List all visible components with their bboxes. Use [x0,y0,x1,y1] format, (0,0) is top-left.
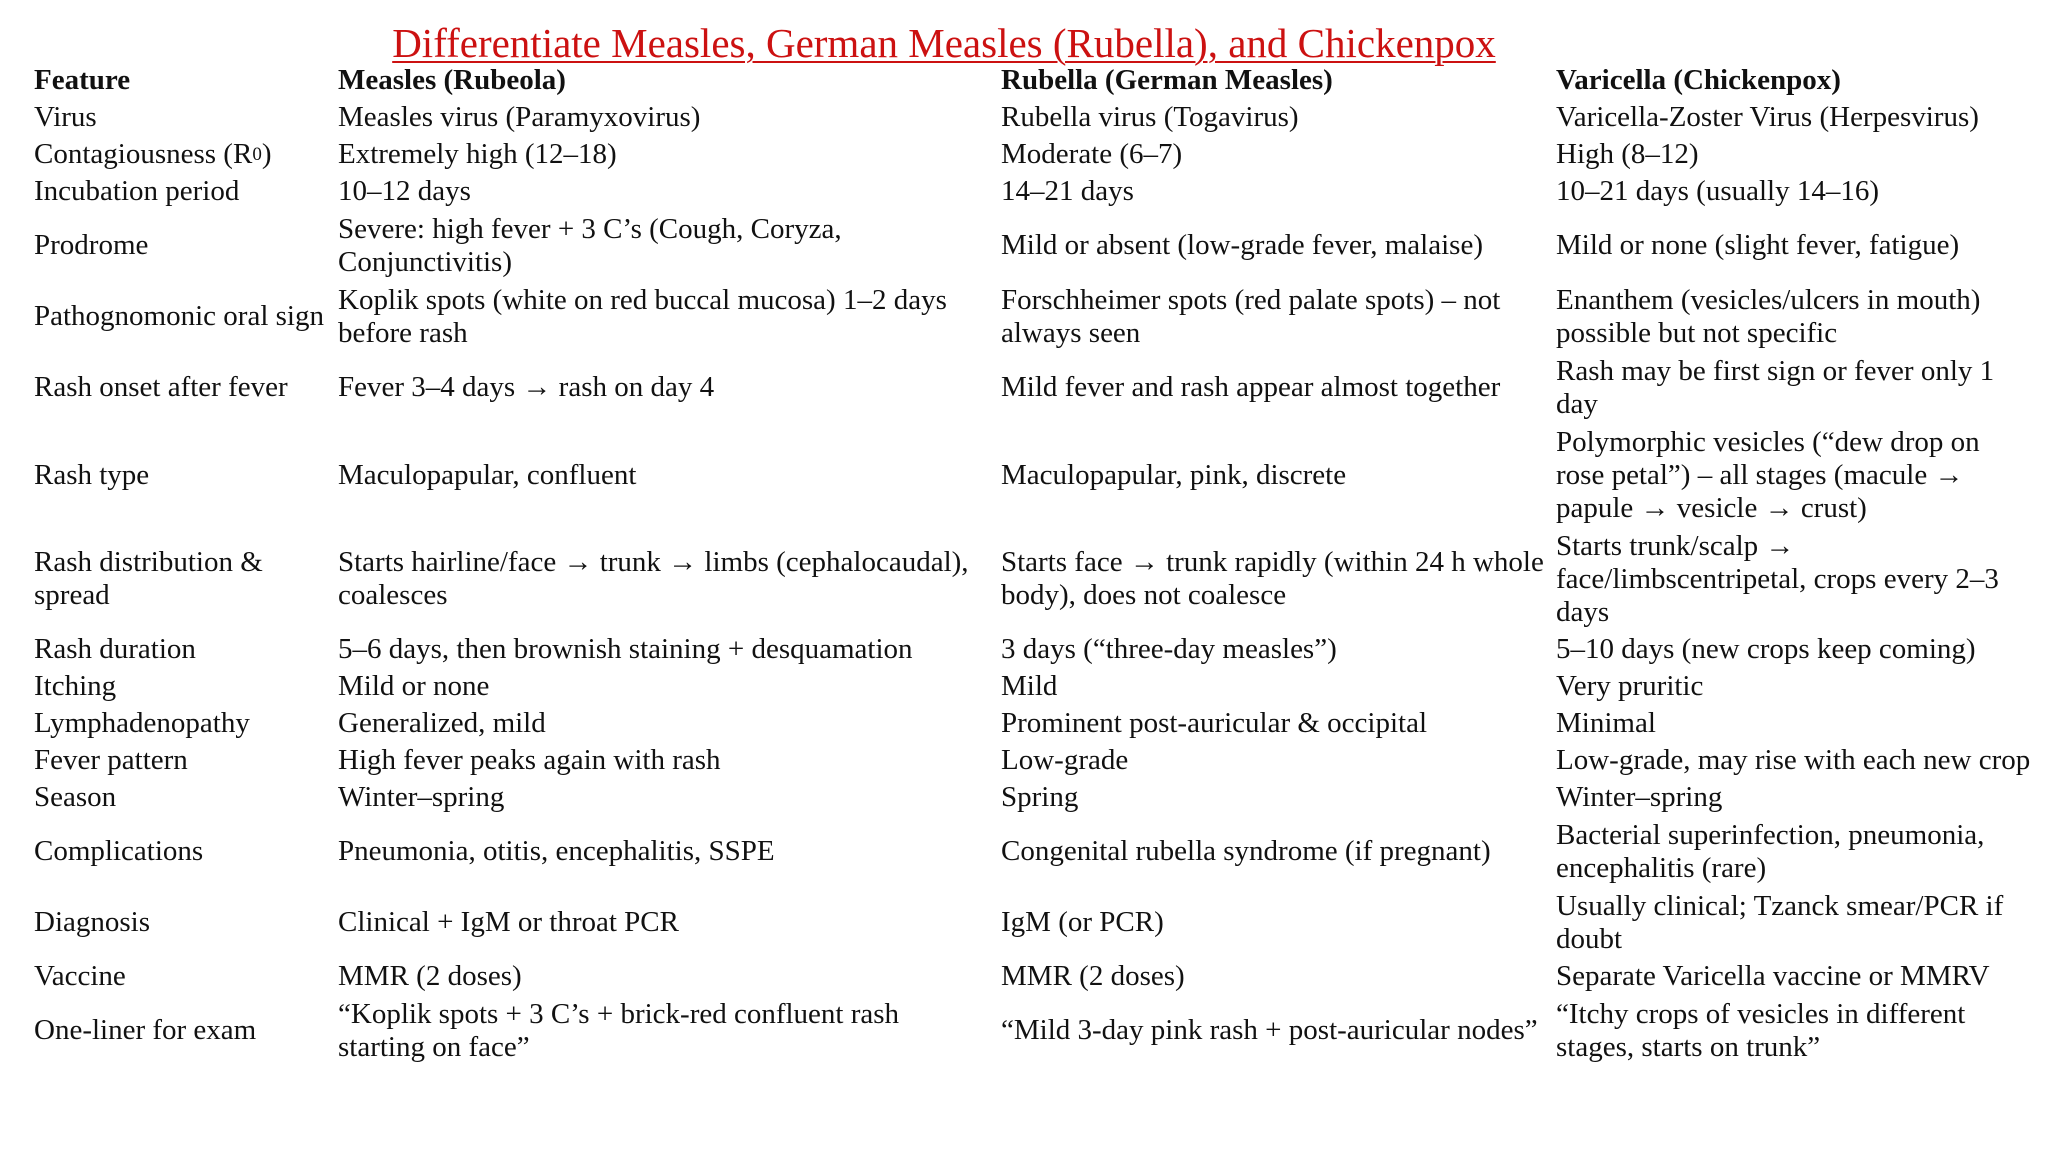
rubella-cell: 14–21 days [1001,175,1134,207]
varicella-cell: Bacterial superinfection, pneumonia, encephalitis (rare) [1556,818,1985,884]
feature-label: Fever pattern [34,744,188,776]
measles-cell: Koplik spots (white on red buccal mucosa) 1–2 days before rash [338,283,947,349]
measles-cell: Severe: high fever + 3 C’s (Cough, Coryza, Conjunctivitis) [338,212,842,278]
varicella-cell: Rash may be first sign or fever only 1 day [1556,354,1995,420]
feature-label: One-liner for exam [34,1014,257,1046]
rubella-cell: Mild fever and rash appear almost together [1001,371,1501,403]
feature-label: Diagnosis [34,906,150,938]
rubella-cell: Starts face → trunk rapidly (within 24 h whole body), does not coalesce [1001,546,1544,611]
rubella-cell: Maculopapular, pink, discrete [1001,458,1347,491]
measles-cell: Measles virus (Paramyxovirus) [338,101,701,133]
feature-label: Virus [34,101,97,133]
rubella-cell: “Mild 3-day pink rash + post-auricular nodes” [1001,1014,1538,1046]
varicella-cell: Separate Varicella vaccine or MMRV [1556,960,1990,992]
measles-cell: Pneumonia, otitis, encephalitis, SSPE [338,835,775,867]
page-title: Differentiate Measles, German Measles (Rubella), and Chickenpox [392,20,1496,66]
feature-label: Rash distribution & spread [34,546,263,611]
feature-label: Rash type [34,458,150,491]
rubella-cell: Spring [1001,781,1079,813]
measles-cell: High fever peaks again with rash [338,744,721,776]
varicella-cell: Low-grade, may rise with each new crop [1556,744,2031,776]
column-header-measles: Measles (Rubeola) [338,64,566,96]
varicella-cell: Polymorphic vesicles (“dew drop on rose petal”) – all stages (macule → papule → vesicle → crust) [1556,425,1980,524]
rubella-cell: 3 days (“three-day measles”) [1001,633,1337,665]
feature-label: Rash duration [34,633,196,665]
feature-label: Lymphadenopathy [34,707,250,739]
varicella-cell: “Itchy crops of vesicles in different stages, starts on trunk” [1556,997,1966,1063]
rubella-cell: Congenital rubella syndrome (if pregnant) [1001,835,1491,867]
varicella-cell: Varicella-Zoster Virus (Herpesvirus) [1556,101,1979,133]
rubella-cell: Mild or absent (low-grade fever, malaise) [1001,229,1483,261]
varicella-cell: Starts trunk/scalp → face/limbscentripetal, crops every 2–3 days [1556,529,1999,628]
column-header-rubella: Rubella (German Measles) [1001,64,1333,96]
column-header-feature: Feature [34,64,131,96]
feature-label: Complications [34,835,204,867]
rubella-cell: Rubella virus (Togavirus) [1001,101,1299,133]
feature-label: Incubation period [34,175,240,207]
rubella-cell: Forschheimer spots (red palate spots) – not always seen [1001,283,1501,349]
rubella-cell: Mild [1001,670,1058,702]
feature-label: Rash onset after fever [34,371,288,403]
measles-cell: Mild or none [338,670,490,702]
varicella-cell: 10–21 days (usually 14–16) [1556,175,1879,207]
varicella-cell: Very pruritic [1556,670,1704,702]
rubella-cell: Prominent post-auricular & occipital [1001,707,1428,739]
measles-cell: 10–12 days [338,175,471,207]
feature-label-text: Contagiousness (R [34,138,253,170]
feature-label: Itching [34,670,117,702]
measles-cell: “Koplik spots + 3 C’s + brick-red confluent rash starting on face” [338,997,900,1063]
measles-cell: MMR (2 doses) [338,960,522,992]
varicella-cell: Minimal [1556,707,1656,739]
measles-cell: Starts hairline/face → trunk → limbs (cephalocaudal), coalesces [338,546,969,611]
feature-label: Contagiousness (R 0 ) [34,138,272,170]
rubella-cell: MMR (2 doses) [1001,960,1185,992]
feature-label-end: ) [261,138,272,170]
measles-cell: 5–6 days, then brownish staining + desquamation [338,633,913,665]
measles-cell: Extremely high (12–18) [338,138,617,170]
rubella-cell: IgM (or PCR) [1001,906,1164,938]
feature-label: Season [34,781,117,813]
feature-label: Pathognomonic oral sign [34,300,324,332]
column-header-varicella: Varicella (Chickenpox) [1556,64,1841,96]
feature-label: Vaccine [34,960,126,992]
varicella-cell: Usually clinical; Tzanck smear/PCR if doubt [1556,889,2004,955]
measles-cell: Clinical + IgM or throat PCR [338,906,679,938]
feature-label: Prodrome [34,229,149,261]
measles-cell: Fever 3–4 days → rash on day 4 [338,371,715,403]
varicella-cell: Winter–spring [1556,781,1723,813]
varicella-cell: Enanthem (vesicles/ulcers in mouth) possible but not specific [1556,283,1981,349]
rubella-cell: Low-grade [1001,744,1129,776]
measles-cell: Maculopapular, confluent [338,458,637,491]
varicella-cell: High (8–12) [1556,138,1699,170]
varicella-cell: 5–10 days (new crops keep coming) [1556,633,1976,665]
rubella-cell: Moderate (6–7) [1001,138,1183,170]
comparison-table [34,62,2044,1066]
varicella-cell: Mild or none (slight fever, fatigue) [1556,229,1960,261]
measles-cell: Winter–spring [338,781,505,813]
measles-cell: Generalized, mild [338,707,546,739]
